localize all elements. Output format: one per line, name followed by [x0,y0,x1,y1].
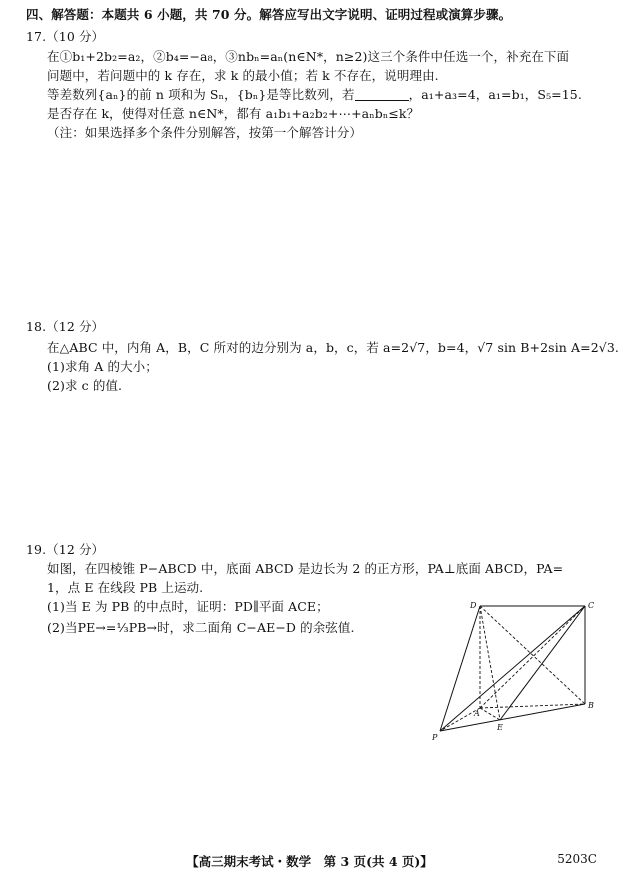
q19-number: 19.（12 分） [26,542,105,557]
q19-part1: (1)当 E 为 PB 的中点时，证明：PD∥平面 ACE； [47,599,329,614]
label-e: E [497,723,503,732]
label-c: C [588,601,595,610]
q17-line3-part1: 等差数列{aₙ}的前 n 项和为 Sₙ，{bₙ}是等比数列，若 [47,87,355,102]
label-a: A [474,709,480,718]
section-header: 四、解答题：本题共 6 小题，共 70 分。解答应写出文字说明、证明过程或演算步骤。 [26,7,512,22]
q17-note: （注：如果选择多个条件分别解答，按第一个解答计分） [47,125,363,140]
q17-line3-part2: ，a₁+a₃=4，a₁=b₁，S₅=15. [408,87,582,102]
q18-part2: (2)求 c 的值. [47,378,123,393]
q19-line1: 如图，在四棱锥 P−ABCD 中，底面 ABCD 是边长为 2 的正方形，PA⊥底面 ABCD，PA= [47,561,564,576]
q18-number: 18.（12 分） [26,319,105,334]
q17-line4: 是否存在 k，使得对任意 n∈N*，都有 a₁b₁+a₂b₂+⋯+aₙbₙ≤k？ [47,106,420,121]
label-d: D [470,601,477,610]
page-footer: 【高三期末考试・数学 第 3 页(共 4 页)】 [186,854,433,869]
q19-part2: (2)当PE→=⅓PB→时，求二面角 C−AE−D 的余弦值. [47,620,355,635]
q18-part1: (1)求角 A 的大小； [47,359,158,374]
q17-line1: 在①b₁+2b₂=a₂，②b₄=−a₈，③nbₙ=aₙ(n∈N*，n≥2)这三个条件中任选一个，补充在下面 [47,49,570,64]
exam-code: 5203C [557,852,597,866]
label-p: P [432,733,438,742]
q17-line3 [47,86,582,104]
q17-number: 17.（10 分） [26,29,105,44]
pyramid-figure [430,596,600,746]
label-b: B [588,701,594,710]
q19-line2: 1，点 E 在线段 PB 上运动. [47,580,204,595]
q17-line2: 问题中，若问题中的 k 存在，求 k 的最小值；若 k 不存在，说明理由. [47,68,439,83]
q17-fill-blank [355,88,409,101]
q18-line1: 在△ABC 中，内角 A，B，C 所对的边分别为 a，b，c，若 a=2√7，b=4，√7 sin B+2sin A=2√3. [47,340,619,355]
